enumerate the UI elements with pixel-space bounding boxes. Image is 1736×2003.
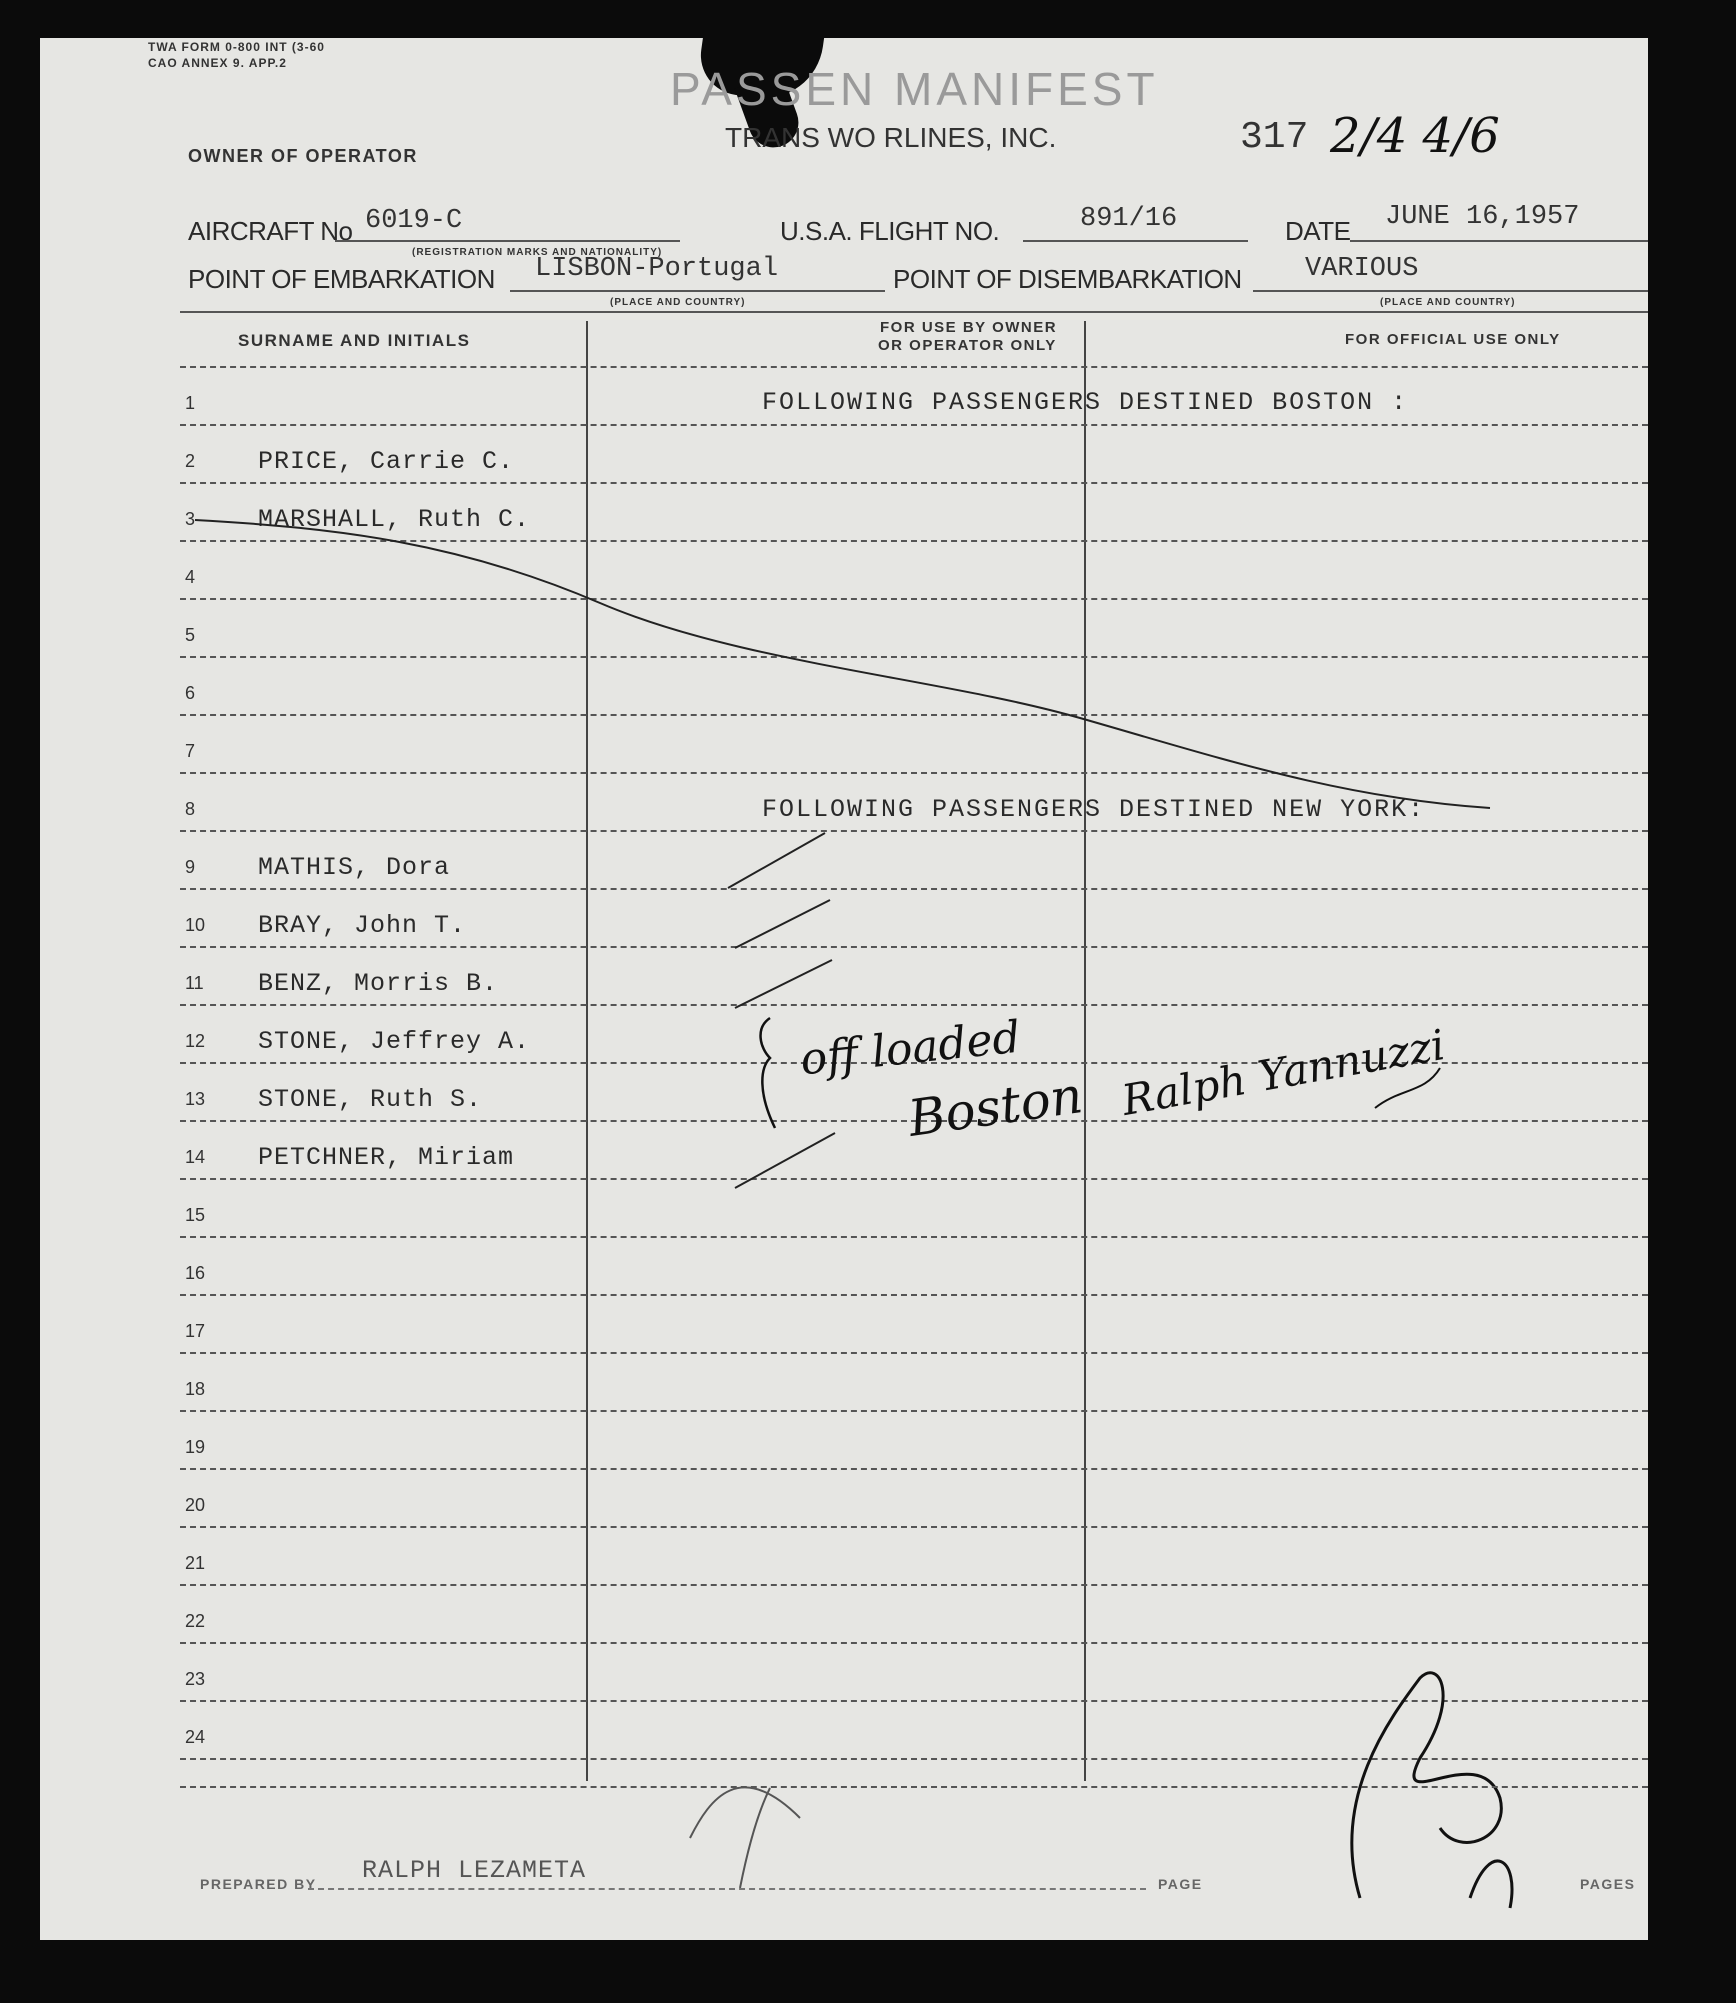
prepared-by-underline (308, 1888, 1146, 1890)
passenger-name: MARSHALL, Ruth C. (258, 505, 531, 534)
row-number: 14 (185, 1147, 206, 1167)
row-number: 5 (185, 625, 196, 645)
embarkation-value: LISBON-Portugal (535, 254, 779, 284)
strike-through-line (195, 520, 1490, 808)
row-number: 21 (185, 1553, 206, 1573)
flight-label: U.S.A. FLIGHT NO. (780, 216, 1000, 246)
row-number: 23 (185, 1669, 206, 1689)
destination-note: FOLLOWING PASSENGERS DESTINED NEW YORK: (762, 795, 1426, 824)
tick-mark (728, 833, 825, 888)
row-number: 20 (185, 1495, 206, 1515)
row-number: 2 (185, 451, 196, 471)
handwritten-offloaded: off loaded (797, 1011, 1023, 1086)
col-surname-header: SURNAME AND INITIALS (238, 331, 471, 350)
form-code-1: TWA FORM 0-800 INT (3-60 (148, 40, 325, 54)
owner-operator-label: OWNER OF OPERATOR (188, 146, 418, 166)
date-value: JUNE 16,1957 (1385, 202, 1580, 232)
row-number: 7 (185, 741, 196, 761)
pen-strokes (40, 38, 1648, 1940)
stamp-number: 317 (1240, 116, 1309, 159)
tick-mark (735, 960, 832, 1008)
row-number: 12 (185, 1031, 206, 1051)
handwritten-boston: Boston (904, 1066, 1087, 1148)
row-number: 9 (185, 857, 196, 877)
disembarkation-value: VARIOUS (1305, 254, 1419, 284)
aircraft-sublabel: (REGISTRATION MARKS AND NATIONALITY) (412, 247, 663, 258)
form-code-2: CAO ANNEX 9. APP.2 (148, 56, 287, 70)
row-number: 24 (185, 1727, 206, 1747)
row-number: 16 (185, 1263, 206, 1283)
passenger-name: BRAY, John T. (258, 911, 467, 940)
tick-mark (735, 900, 830, 948)
prepared-by-label: PREPARED BY (200, 1876, 317, 1892)
disembarkation-label: POINT OF DISEMBARKATION (893, 264, 1242, 294)
prepared-by-value: RALPH LEZAMETA (362, 1856, 587, 1885)
page-title: PASSEN MANIFEST (670, 63, 1159, 115)
col-operator-header-2: OR OPERATOR ONLY (878, 337, 1057, 354)
aircraft-value: 6019-C (365, 206, 463, 236)
row-number: 22 (185, 1611, 206, 1631)
manifest-sheet (40, 38, 1648, 1940)
airline-name: TRANS WO RLINES, INC. (725, 122, 1057, 153)
row-number: 11 (185, 973, 204, 993)
row-number: 15 (185, 1205, 206, 1225)
brace-mark (761, 1018, 775, 1128)
embarkation-sublabel: (PLACE AND COUNTRY) (610, 297, 746, 308)
row-number: 17 (185, 1321, 206, 1341)
inspector-initials (1470, 1861, 1512, 1908)
preparer-signature (690, 1787, 800, 1888)
row-number: 3 (185, 509, 196, 529)
passenger-name: STONE, Jeffrey A. (258, 1027, 531, 1056)
row-number: 6 (185, 683, 196, 703)
col-operator-header-1: FOR USE BY OWNER (880, 319, 1058, 336)
footer-top-rule (180, 1786, 1648, 1788)
row-number: 13 (185, 1089, 206, 1109)
passenger-name: PRICE, Carrie C. (258, 447, 515, 476)
passenger-name: STONE, Ruth S. (258, 1085, 483, 1114)
handwritten-signature-name: Ralph Yannuzzi (1118, 1020, 1449, 1125)
date-label: DATE (1285, 216, 1351, 246)
passenger-name: PETCHNER, Miriam (258, 1143, 515, 1172)
passenger-name: MATHIS, Dora (258, 853, 451, 882)
row-number: 1 (185, 393, 196, 413)
col-official-header: FOR OFFICIAL USE ONLY (1345, 331, 1561, 348)
aircraft-label: AIRCRAFT No (188, 216, 353, 246)
disembarkation-sublabel: (PLACE AND COUNTRY) (1380, 297, 1516, 308)
row-number: 18 (185, 1379, 206, 1399)
flight-value: 891/16 (1080, 204, 1178, 234)
row-number: 4 (185, 567, 196, 587)
pages-label: PAGES (1580, 1876, 1636, 1892)
row-number: 19 (185, 1437, 206, 1457)
row-number: 8 (185, 799, 196, 819)
tick-mark (735, 1133, 835, 1188)
page-label: PAGE (1158, 1876, 1203, 1892)
destination-note: FOLLOWING PASSENGERS DESTINED BOSTON : (762, 388, 1409, 417)
row-number: 10 (185, 915, 206, 935)
passenger-name: BENZ, Morris B. (258, 969, 499, 998)
pencil-fraction-marks: 2/4 4/6 (1330, 108, 1500, 164)
embarkation-label: POINT OF EMBARKATION (188, 264, 495, 294)
